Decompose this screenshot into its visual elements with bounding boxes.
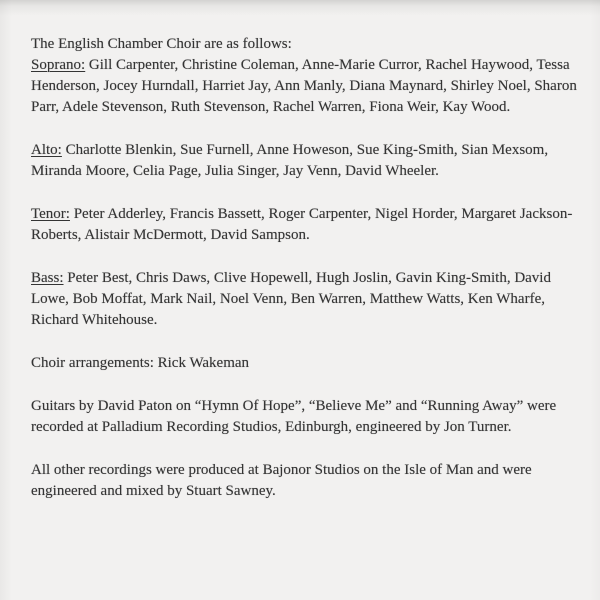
choir-intro-line: The English Chamber Choir are as follows: <box>31 36 292 52</box>
recordings-note: All other recordings were produced at Bajonor Studios on the Isle of Man and were engineered and mixed by Stuart Sawney. <box>31 462 532 499</box>
alto-label: Alto: <box>31 142 62 158</box>
bass-names: Peter Best, Chris Daws, Clive Hopewell, Hugh Joslin, Gavin King-Smith, David Lowe, Bob Moffat, Mark Nail, Noel Venn, Ben Warren, Matthew Watts, Ken Wharfe, Richard Whitehouse. <box>31 270 551 328</box>
soprano-label: Soprano: <box>31 57 86 73</box>
section-soprano <box>31 55 581 118</box>
tenor-label: Tenor: <box>31 206 70 222</box>
section-bass <box>31 268 581 331</box>
bass-label: Bass: <box>31 270 64 286</box>
guitars-note: Guitars by David Paton on “Hymn Of Hope”, “Believe Me” and “Running Away” were recorded at Palladium Recording Studios, Edinburgh, engineered by Jon Turner. <box>31 398 557 435</box>
choir-arrangements-note: Choir arrangements: Rick Wakeman <box>31 355 250 371</box>
tenor-names: Peter Adderley, Francis Bassett, Roger Carpenter, Nigel Horder, Margaret Jackson-Roberts, Alistair McDermott, David Sampson. <box>31 206 573 243</box>
section-alto <box>31 140 581 182</box>
alto-names: Charlotte Blenkin, Sue Furnell, Anne Howeson, Sue King-Smith, Sian Mexsom, Miranda Moore, Celia Page, Julia Singer, Jay Venn, David Wheeler. <box>31 142 549 179</box>
liner-notes-text <box>31 34 581 502</box>
soprano-names: Gill Carpenter, Christine Coleman, Anne-Marie Curror, Rachel Haywood, Tessa Henderson, Jocey Hurndall, Harriet Jay, Ann Manly, Diana Maynard, Shirley Noel, Sharon Parr, Adele Stevenson, Ruth Stevenson, Rachel Warren, Fiona Weir, Kay Wood. <box>31 57 577 115</box>
section-tenor <box>31 204 581 246</box>
